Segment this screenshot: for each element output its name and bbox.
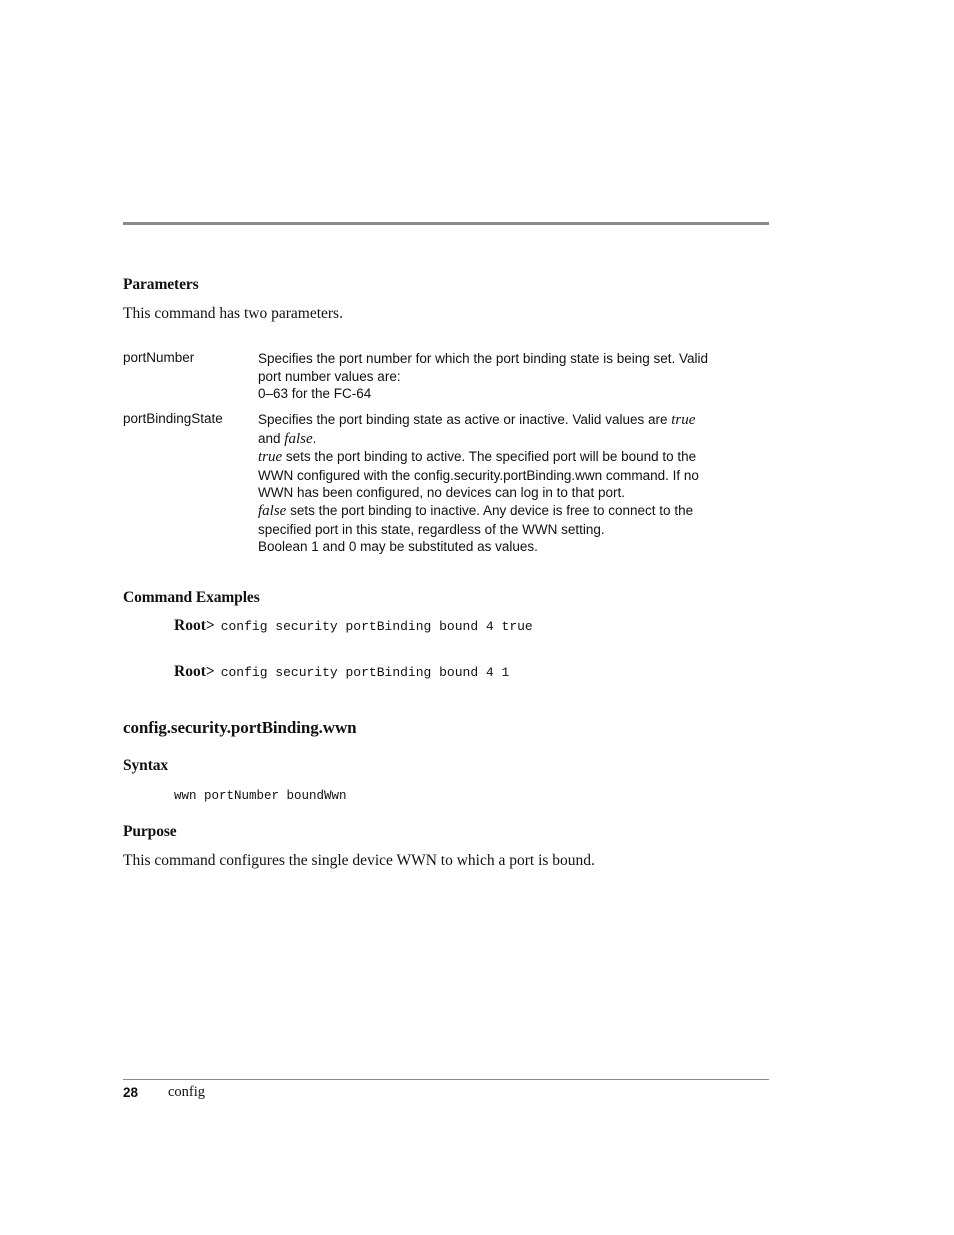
- param-desc-line: Specifies the port number for which the port binding state is being set. Valid: [258, 351, 709, 366]
- param-desc-line: port number values are:: [258, 368, 401, 384]
- page-number: 28: [123, 1085, 139, 1100]
- command-example: [174, 663, 509, 681]
- command-text: config security portBinding bound 4 true: [220, 619, 533, 634]
- param-name-portnumber: portNumber: [123, 350, 195, 365]
- param-value-true: true: [258, 449, 283, 466]
- param-value-false: false: [258, 502, 287, 519]
- param-desc-line: [258, 448, 738, 467]
- param-desc-line: specified port in this state, regardless of the WWN setting.: [258, 521, 605, 537]
- footer-rule: [123, 1079, 769, 1080]
- param-desc-line: WWN has been configured, no devices can log in to that port.: [258, 485, 625, 501]
- command-prompt: Root>: [174, 663, 215, 680]
- param-desc-portbindingstate: [258, 411, 738, 556]
- footer-section-name: config: [168, 1084, 206, 1100]
- param-desc-line: Boolean 1 and 0 may be substituted as values.: [258, 539, 538, 555]
- param-desc-text: sets the port binding to inactive. Any device is free to connect to the: [286, 502, 694, 518]
- param-desc-line: WWN configured with the config.security.portBinding.wwn command. If no: [258, 467, 699, 483]
- header-rule: [123, 222, 769, 225]
- command-examples-heading: Command Examples: [123, 589, 260, 606]
- parameters-intro: This command has two parameters.: [123, 305, 343, 322]
- parameters-heading: Parameters: [123, 276, 199, 293]
- param-desc-portnumber: [258, 350, 738, 403]
- param-desc-line: [258, 502, 738, 521]
- param-desc-text: .: [312, 430, 317, 446]
- param-desc-line: 0–63 for the FC-64: [258, 386, 372, 402]
- syntax-heading: Syntax: [123, 757, 169, 774]
- param-value-true: true: [671, 412, 696, 428]
- param-desc-text: sets the port binding to active. The specified port will be bound to the: [282, 449, 697, 465]
- syntax-code: wwn portNumber boundWwn: [174, 789, 347, 803]
- command-text: config security portBinding bound 4 1: [220, 665, 510, 680]
- param-desc-text: and: [258, 430, 285, 446]
- section-title: config.security.portBinding.wwn: [123, 718, 357, 737]
- param-value-false: false: [284, 430, 313, 447]
- purpose-heading: Purpose: [123, 823, 177, 840]
- purpose-text: This command configures the single device WWN to which a port is bound.: [123, 852, 595, 869]
- param-name-portbindingstate: portBindingState: [123, 411, 223, 426]
- param-desc-text: Specifies the port binding state as active or inactive. Valid values are: [258, 412, 672, 427]
- param-desc-line: [258, 411, 738, 430]
- command-prompt: Root>: [174, 617, 215, 634]
- command-example: [174, 617, 533, 635]
- param-desc-line: [258, 430, 738, 449]
